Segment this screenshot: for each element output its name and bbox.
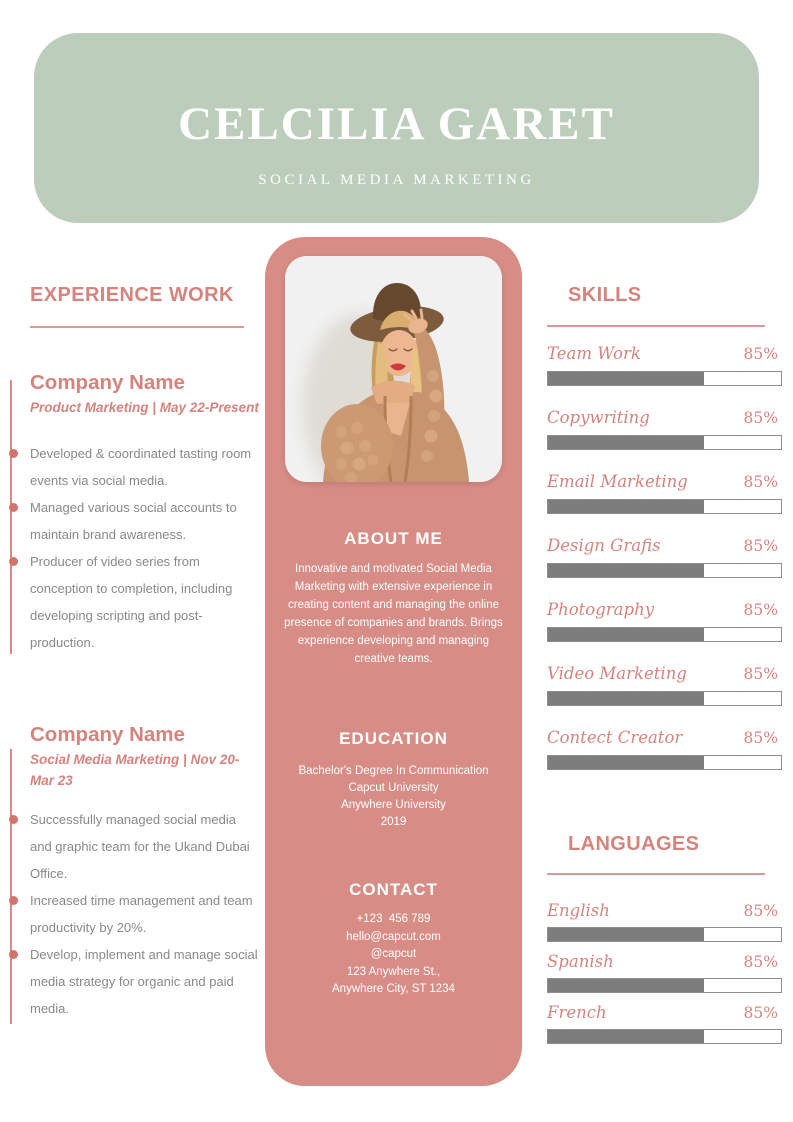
job-meta: Social Media Marketing | Nov 20-Mar 23 [30,752,240,788]
skill-head [547,471,782,493]
language-head [547,901,782,921]
skill-row [547,599,782,642]
experience-job [30,371,261,656]
skill-label: Copywriting [547,408,650,427]
language-percent: 85% [743,953,778,971]
skill-label: Design Grafis [547,536,661,555]
skill-bar [547,627,782,642]
language-label: English [547,901,610,920]
experience-divider [30,326,244,328]
language-row [547,1003,782,1044]
timeline-line [10,380,12,654]
skill-row [547,471,782,514]
timeline-line [10,749,12,1024]
contact-heading: CONTACT [349,880,438,899]
contact-lines [265,911,522,999]
skill-bar [547,435,782,450]
education-lines [265,763,522,831]
language-bar-fill [548,928,704,941]
skill-percent: 85% [743,665,778,683]
skill-head [547,407,782,429]
job-bullet: Developed & coordinated tasting room events via social media. [30,440,261,494]
skill-percent: 85% [743,537,778,555]
experience-heading: EXPERIENCE WORK [30,284,234,306]
language-percent: 85% [743,1004,778,1022]
skill-percent: 85% [743,473,778,491]
skill-bar [547,691,782,706]
skill-percent: 85% [743,601,778,619]
skill-row [547,343,782,386]
language-bar [547,927,782,942]
person-name: CELCILIA GARET [178,98,615,150]
panel-line: hello@capcut.com [346,930,441,943]
skills-divider [547,325,765,327]
skill-bar-fill [548,692,704,705]
language-row [547,952,782,993]
skill-label: Team Work [547,344,641,363]
skill-row [547,663,782,706]
skill-bar-fill [548,756,704,769]
company-name: Company Name [30,723,185,746]
skill-percent: 85% [743,729,778,747]
job-bullet: Develop, implement and manage social media strategy for organic and paid media. [30,941,261,1022]
skill-percent: 85% [743,409,778,427]
job-bullet: Managed various social accounts to maintain brand awareness. [30,494,261,548]
skill-head [547,535,782,557]
skill-bar-fill [548,500,704,513]
job-bullet: Increased time management and team productivity by 20%. [30,887,261,941]
skill-label: Photography [547,600,655,619]
panel-line: +123 456 789 [356,913,431,925]
skill-percent: 85% [743,345,778,363]
panel-line: @capcut [370,948,417,960]
languages-heading: LANGUAGES [568,833,700,855]
skill-head [547,663,782,685]
job-bullets [30,440,261,656]
panel-line: Anywhere University [341,799,446,811]
education-heading: EDUCATION [339,729,448,748]
portrait-photo-illustration [285,256,502,482]
skill-label: Video Marketing [547,664,687,683]
skill-bar [547,499,782,514]
skills-list [547,343,782,791]
skill-head [547,599,782,621]
header-banner [34,33,759,223]
skill-bar-fill [548,436,704,449]
panel-line: 2019 [380,816,407,828]
languages-divider [547,873,765,875]
language-percent: 85% [743,902,778,920]
profile-photo [285,256,502,482]
experience-job [30,723,261,1022]
panel-line: Bachelor's Degree In Communication [298,765,489,777]
company-name: Company Name [30,371,185,394]
skill-head [547,727,782,749]
language-row [547,901,782,942]
skill-bar [547,371,782,386]
skill-bar [547,755,782,770]
language-bar [547,978,782,993]
language-bar-fill [548,1030,704,1043]
language-label: Spanish [547,952,614,971]
skill-row [547,535,782,578]
skill-row [547,407,782,450]
about-text: Innovative and motivated Social Media Marketing with extensive experience in creating content and managing the online presence of companies and brands. Brings experience developing and managing creative teams. [284,563,503,665]
job-bullets [30,806,261,1022]
person-role: SOCIAL MEDIA MARKETING [258,172,535,188]
skill-bar-fill [548,564,704,577]
language-bar-fill [548,979,704,992]
languages-list [547,901,782,1054]
panel-line: Anywhere City, ST 1234 [332,983,455,995]
skill-bar-fill [548,372,704,385]
language-head [547,952,782,972]
skill-row [547,727,782,770]
job-bullet: Successfully managed social media and graphic team for the Ukand Dubai Office. [30,806,261,887]
language-label: French [547,1003,607,1022]
skill-bar [547,563,782,578]
skill-head [547,343,782,365]
skill-bar-fill [548,628,704,641]
about-heading: ABOUT ME [344,529,443,548]
job-bullet: Producer of video series from conception to completion, including developing scripting and post-production. [30,548,261,656]
profile-panel [265,237,522,1086]
panel-line: 123 Anywhere St., [346,965,441,978]
skill-label: Email Marketing [547,472,688,491]
language-head [547,1003,782,1023]
skill-label: Contect Creator [547,728,683,747]
panel-line: Capcut University [348,782,439,794]
job-meta: Product Marketing | May 22-Present [30,400,259,415]
skills-heading: SKILLS [568,284,642,306]
language-bar [547,1029,782,1044]
